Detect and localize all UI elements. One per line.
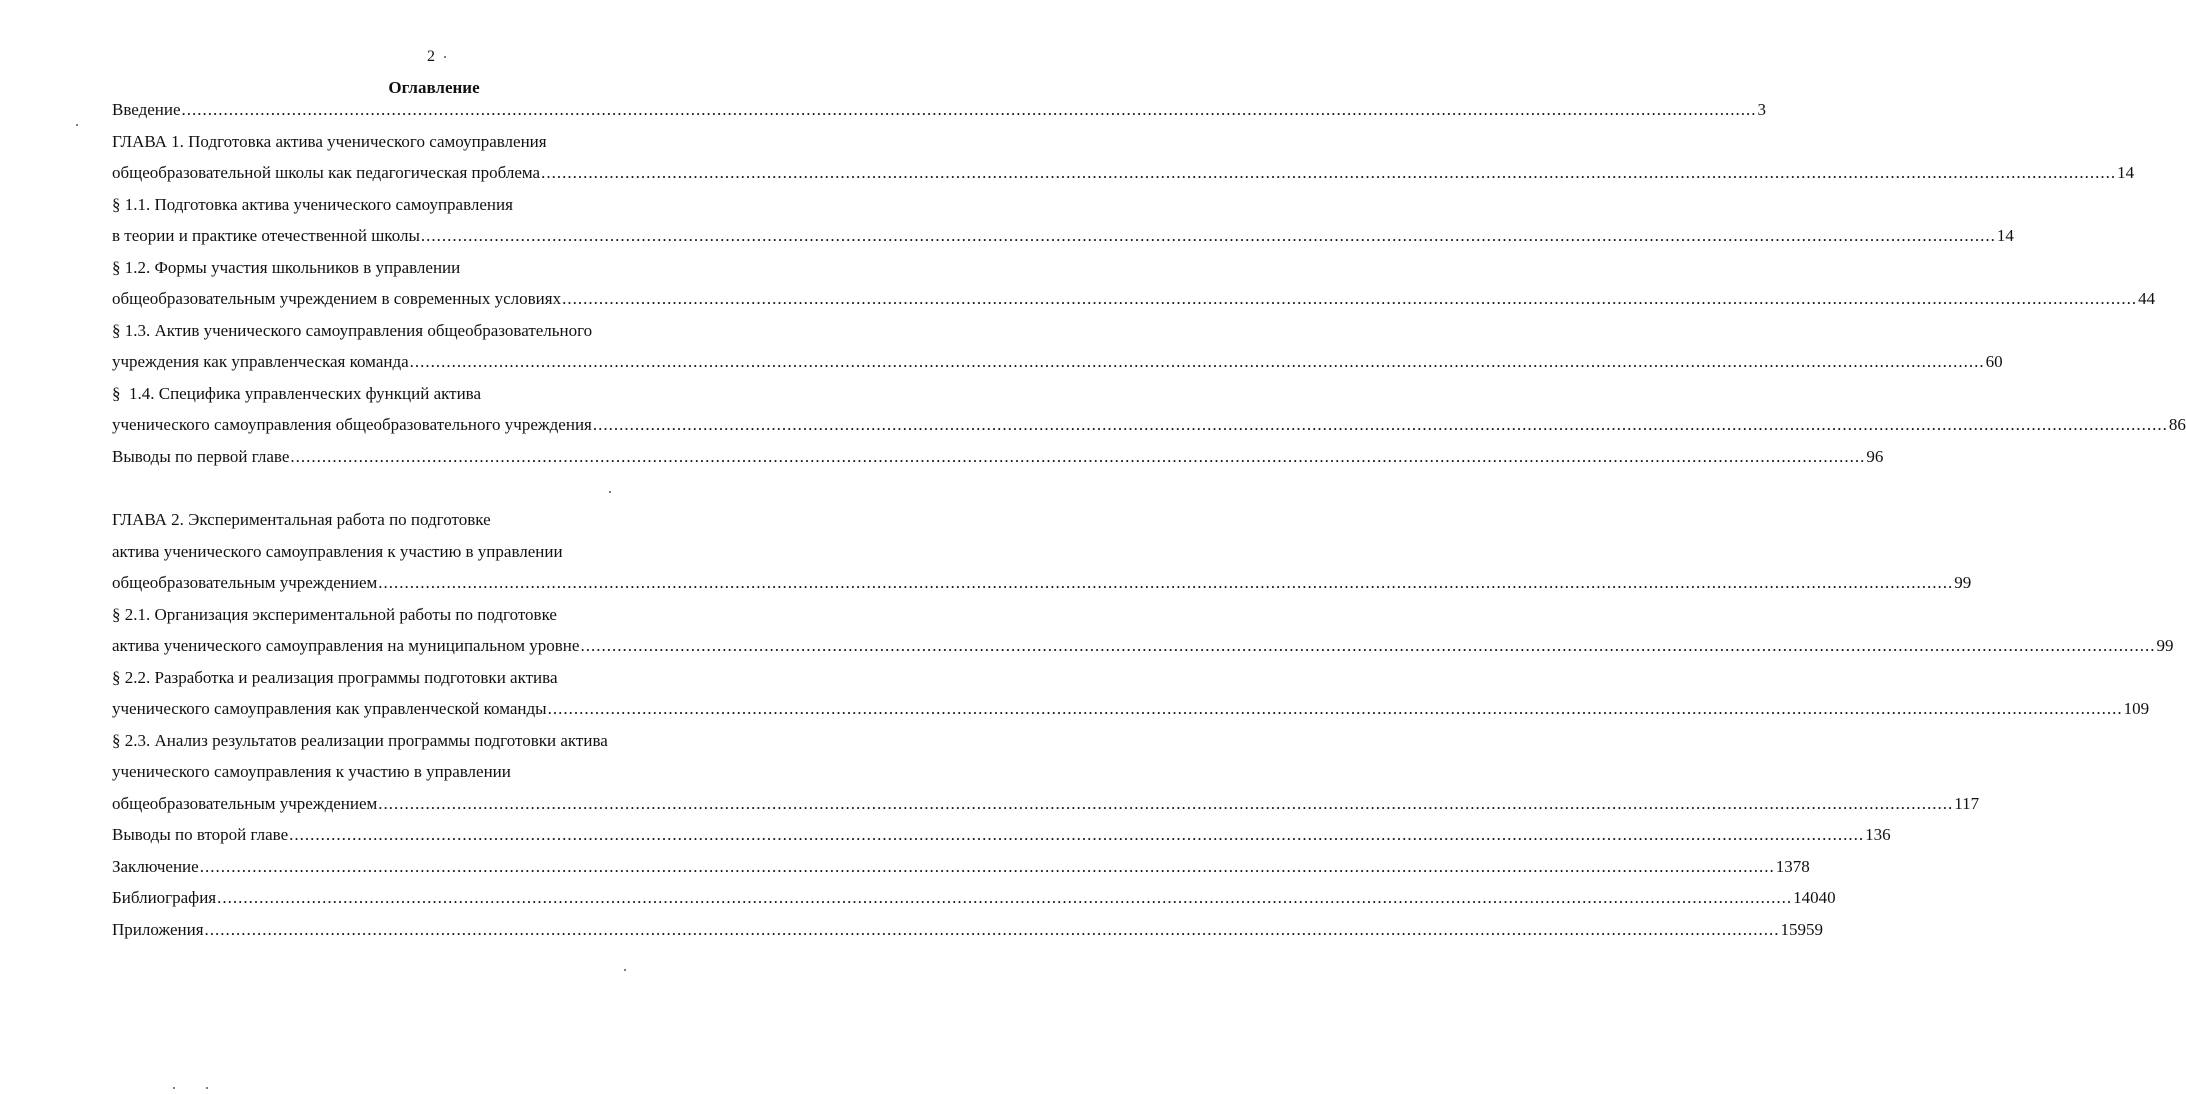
- toc-entry-chapter-1-cont: [112, 157, 2135, 189]
- toc-entry-section-1-4: [112, 378, 757, 410]
- toc-page-number: 99: [1954, 573, 1972, 592]
- toc-entry-text: актива ученического самоуправления к участию в управлении: [112, 541, 563, 561]
- scan-speck: [609, 491, 611, 493]
- toc-entry-conclusion: [112, 851, 1810, 883]
- spacer: [112, 472, 757, 504]
- scan-speck: [173, 1087, 175, 1089]
- toc-page-number: 109: [2123, 699, 2150, 718]
- toc-entry-section-2-1-cont: [112, 630, 2174, 662]
- toc-entry-section-2-3-cont-2: [112, 788, 1980, 820]
- toc-entry-text: § 1.4. Специфика управленческих функций актива: [112, 383, 482, 403]
- page-number: 2: [427, 48, 435, 65]
- toc-entry-section-2-2-cont: [112, 693, 2150, 725]
- scan-speck: [206, 1087, 208, 1089]
- table-of-contents: [112, 94, 2186, 945]
- dot-leader: ............................................................................................................................................................................................................................................................................................................: [217, 888, 1793, 907]
- dot-leader: ............................................................................................................................................................................................................................................................................................................: [541, 163, 2117, 182]
- toc-entry-text: в теории и практике отечественной школы: [112, 226, 420, 245]
- toc-entry-chapter-1: [112, 126, 757, 158]
- dot-leader: ............................................................................................................................................................................................................................................................................................................: [290, 446, 1866, 466]
- toc-entry-appendices: [112, 914, 1824, 946]
- toc-entry-text: учреждения как управленческая команда: [112, 352, 409, 371]
- dot-leader: ............................................................................................................................................................................................................................................................................................................: [580, 636, 2156, 655]
- toc-page-number: 96: [1866, 446, 1884, 466]
- toc-entry-conclusions-2: [112, 819, 1891, 851]
- toc-entry-chapter-2-cont-2: [112, 567, 1972, 599]
- toc-entry-text: Библиография: [112, 888, 217, 907]
- toc-entry-text: ученического самоуправления к участию в управлении: [112, 762, 511, 781]
- toc-entry-text: ученического самоуправления общеобразовательного учреждения: [112, 415, 592, 434]
- scan-speck: [444, 56, 446, 58]
- toc-entry-section-2-1: [112, 599, 757, 631]
- toc-entry-text: § 2.2. Разработка и реализация программы подготовки актива: [112, 667, 558, 687]
- toc-entry-text: § 1.1. Подготовка актива ученического самоуправления: [112, 194, 513, 214]
- toc-entry-text: общеобразовательным учреждением: [112, 793, 378, 813]
- toc-page-number: 3: [1757, 100, 1767, 119]
- toc-entry-text: ГЛАВА 2. Экспериментальная работа по подготовке: [112, 510, 491, 529]
- dot-leader: ............................................................................................................................................................................................................................................................................................................: [562, 289, 2138, 308]
- toc-entry-text: Выводы по второй главе: [112, 825, 289, 844]
- toc-page-number: 14: [2117, 163, 2135, 182]
- dot-leader: ............................................................................................................................................................................................................................................................................................................: [378, 573, 1954, 592]
- toc-entry-text: актива ученического самоуправления на муниципальном уровне: [112, 636, 580, 655]
- toc-entry-section-1-1-cont: [112, 220, 2014, 252]
- toc-entry-text: Приложения: [112, 919, 204, 939]
- dot-leader: ............................................................................................................................................................................................................................................................................................................: [420, 226, 1996, 245]
- toc-entry-text: Выводы по первой главе: [112, 446, 290, 466]
- toc-entry-introduction: [112, 94, 1767, 126]
- toc-entry-section-1-3: [112, 315, 757, 347]
- toc-entry-conclusions-1: [112, 441, 1884, 473]
- dot-leader: ............................................................................................................................................................................................................................................................................................................: [204, 919, 1780, 939]
- toc-page-number: 136: [1865, 825, 1891, 844]
- toc-page-number: 99: [2156, 636, 2174, 655]
- toc-entry-bibliography: [112, 882, 1836, 914]
- toc-page-number: 117: [1954, 793, 1980, 813]
- toc-page-number: 14: [1996, 226, 2014, 245]
- toc-entry-section-1-1: [112, 189, 757, 221]
- toc-entry-text: общеобразовательным учреждением: [112, 573, 378, 592]
- scan-speck: [76, 124, 78, 126]
- dot-leader: ............................................................................................................................................................................................................................................................................................................: [181, 100, 1757, 119]
- toc-entry-text: Заключение: [112, 856, 199, 876]
- page-title: Оглавление: [388, 78, 480, 97]
- toc-entry-text: ГЛАВА 1. Подготовка актива ученического самоуправления: [112, 131, 547, 151]
- toc-entry-text: § 2.1. Организация экспериментальной работы по подготовке: [112, 604, 557, 624]
- dot-leader: ............................................................................................................................................................................................................................................................................................................: [409, 352, 1985, 371]
- toc-page-number: 86: [2168, 415, 2186, 434]
- toc-page-number: 44: [2138, 289, 2156, 308]
- toc-entry-text: § 1.3. Актив ученического самоуправления общеобразовательного: [112, 320, 593, 340]
- toc-entry-section-2-2: [112, 662, 757, 694]
- toc-entry-text: общеобразовательной школы как педагогическая проблема: [112, 163, 541, 182]
- toc-entry-text: § 1.2. Формы участия школьников в управлении: [112, 257, 461, 277]
- toc-entry-section-1-2: [112, 252, 757, 284]
- dot-leader: ............................................................................................................................................................................................................................................................................................................: [289, 825, 1865, 844]
- toc-entry-text: ученического самоуправления как управленческой команды: [112, 699, 547, 718]
- dot-leader: ............................................................................................................................................................................................................................................................................................................: [547, 699, 2123, 718]
- scan-speck: [624, 969, 626, 971]
- toc-entry-text: § 2.3. Анализ результатов реализации программы подготовки актива: [112, 730, 608, 750]
- toc-entry-section-1-4-cont: [112, 409, 2186, 441]
- toc-entry-section-2-3-cont: [112, 756, 757, 788]
- toc-entry-text: общеобразовательным учреждением в современных условиях: [112, 289, 562, 308]
- dot-leader: ............................................................................................................................................................................................................................................................................................................: [378, 793, 1954, 813]
- toc-page-number: 14040: [1793, 888, 1836, 907]
- dot-leader: ............................................................................................................................................................................................................................................................................................................: [592, 415, 2168, 434]
- toc-page-number: 1378: [1775, 856, 1810, 876]
- toc-entry-section-1-3-cont: [112, 346, 2003, 378]
- dot-leader: ............................................................................................................................................................................................................................................................................................................: [199, 856, 1775, 876]
- toc-entry-chapter-2: [112, 504, 757, 536]
- toc-entry-section-2-3: [112, 725, 757, 757]
- toc-page-number: 15959: [1780, 919, 1824, 939]
- toc-entry-chapter-2-cont: [112, 536, 757, 568]
- toc-entry-text: Введение: [112, 100, 181, 119]
- toc-entry-section-1-2-cont: [112, 283, 2156, 315]
- toc-page-number: 60: [1985, 352, 2003, 371]
